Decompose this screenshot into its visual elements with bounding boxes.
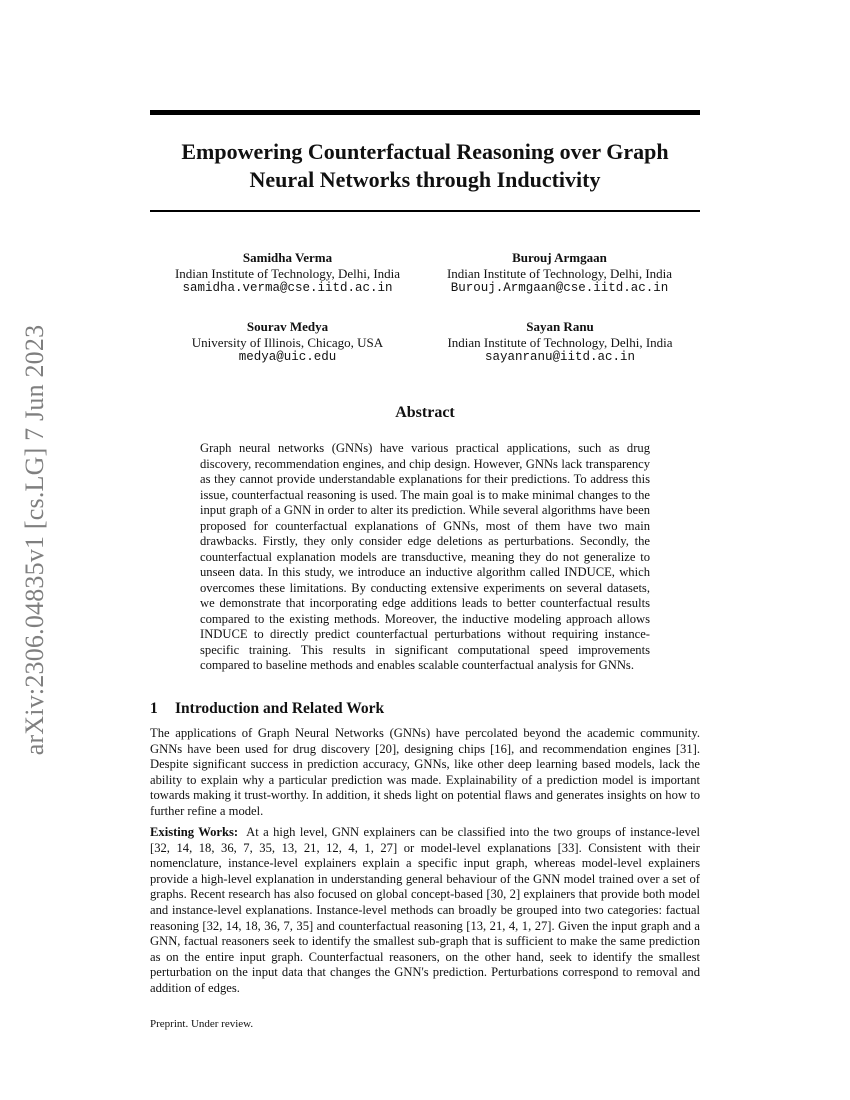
author-name: Samidha Verma (242, 250, 333, 265)
title-top-rule (150, 110, 700, 115)
intro-paragraph: The applications of Graph Neural Networks (GNNs) have percolated beyond the academic community. GNNs have been used for drug discovery [20], designing chips [16], and recommendation engines [31]. Despite significant success in prediction accuracy, GNNs, like other deep learning based models, lack the ability to explain why a particular prediction was made. Explainability of a prediction model is important towards making it trust-worthy. In addition, it sheds light on potential flaws and generates insights on how to further refine a model. (150, 726, 700, 818)
author-email: medya@uic.edu (238, 350, 337, 364)
author-block (420, 319, 700, 366)
abstract-heading: Abstract (395, 404, 455, 421)
section-title: Introduction and Related Work (175, 700, 385, 717)
paragraph-lead: Existing Works: (150, 825, 239, 839)
section-number: 1 (150, 700, 158, 717)
arxiv-identifier (10, 300, 60, 780)
paragraph-text: At a high level, GNN explainers can be classified into the two groups of instance-level [32, 14, 18, 36, 7, 35, 13, 21, 12, 4, 1, 27] or model-level explanations [33]. Consistent with their nomenclature, instance-level explainers explain a specific input graph, whereas model-level explainers provide a high-level explanation in understanding general behaviour of the GNN model trained over a set of graphs. Recent research has also focused on global concept-based [30, 2] explainers that provide both model and instance-level explanations. Instance-level methods can broadly be grouped into two categories: factual reasoning [32, 14, 18, 36, 7, 35] and counterfactual reasoning [13, 21, 4, 1, 27]. Given the input graph and a GNN, factual reasoners seek to identify the smallest sub-graph that is sufficient to make the same prediction as on the entire input graph. Counterfactual reasoners, on the other hand, seek to identify the smallest perturbation on the input data that changes the GNN's prediction. Perturbations correspond to removal and addition of edges. (150, 825, 700, 995)
paper-title: Empowering Counterfactual Reasoning over Graph Neural Networks through Inductivity (181, 139, 669, 192)
author-block (160, 319, 415, 366)
section-heading (150, 700, 384, 718)
existing-works-paragraph (150, 825, 700, 997)
footer-note: Preprint. Under review. (150, 1018, 254, 1030)
author-email: samidha.verma@cse.iitd.ac.in (182, 281, 393, 295)
author-email: sayanranu@iitd.ac.in (484, 350, 636, 364)
author-affiliation: Indian Institute of Technology, Delhi, India (447, 334, 673, 350)
author-affiliation: Indian Institute of Technology, Delhi, India (174, 265, 401, 281)
author-affiliation: University of Illinois, Chicago, USA (191, 334, 384, 350)
arxiv-identifier-text: arXiv:2306.04835v1 [cs.LG] 7 Jun 2023 (20, 324, 49, 756)
abstract-text: Graph neural networks (GNNs) have various practical applications, such as drug discovery, recommendation engines, and chip design. However, GNNs lack transparency as they cannot provide understandable explanations for their predictions. To address this issue, counterfactual reasoning is used. The main goal is to make minimal changes to the input graph of a GNN in order to alter its prediction. While several algorithms have been proposed for counterfactual explanations of GNNs, most of them have two main drawbacks. Firstly, they only consider edge deletions as perturbations. Secondly, the counterfactual explanation models are transductive, meaning they do not generalize to unseen data. In this study, we introduce an inductive algorithm called INDUCE, which overcomes these limitations. By conducting extensive experiments on several datasets, we demonstrate that incorporating edge additions leads to better counterfactual results compared to the existing methods. Moreover, the inductive modeling approach allows INDUCE to directly predict counterfactual perturbations without requiring instance-specific training. This results in significant computational speed improvements compared to baseline methods and enables scalable counterfactual analysis for GNNs. (200, 441, 650, 672)
title-bottom-rule (150, 210, 700, 212)
author-name: Burouj Armgaan (512, 250, 607, 265)
author-name: Sayan Ranu (526, 319, 594, 334)
author-block (160, 250, 415, 297)
author-email: Burouj.Armgaan@cse.iitd.ac.in (450, 281, 669, 295)
author-affiliation: Indian Institute of Technology, Delhi, India (446, 265, 673, 281)
author-name: Sourav Medya (246, 319, 329, 334)
author-block (432, 250, 687, 297)
